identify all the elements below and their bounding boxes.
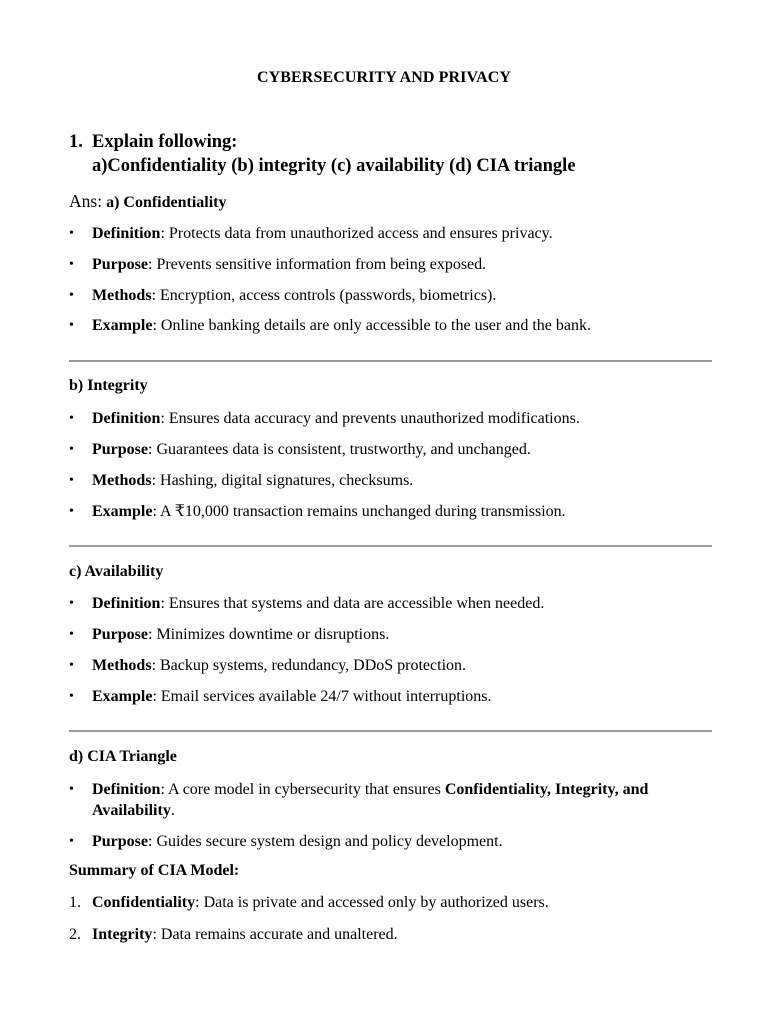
bullet-text: : A ₹10,000 transaction remains unchanged during transmission. (152, 503, 566, 520)
bullet-text: : Online banking details are only accessible to the user and the bank. (152, 317, 591, 334)
question-number: 1. (69, 132, 83, 152)
bullet-text: : Guides secure system design and policy development. (148, 833, 503, 850)
summary-item-text: : Data is private and accessed only by authorized users. (195, 894, 549, 911)
bullet-icon: • (69, 442, 74, 457)
bullet-term: Methods (92, 287, 152, 304)
bullet-term: Purpose (92, 833, 148, 850)
bullet-icon: • (69, 473, 74, 488)
bullet-text: : Email services available 24/7 without interruptions. (152, 688, 492, 705)
bullet-icon: • (69, 596, 74, 611)
bullet-text: : Hashing, digital signatures, checksums. (151, 472, 414, 489)
section-heading-confidentiality: a) Confidentiality (106, 194, 227, 211)
bullet-icon: • (69, 318, 74, 333)
bullet-icon: • (69, 782, 74, 797)
bullet-term: Purpose (92, 441, 148, 458)
bullet-text: : Prevents sensitive information from being exposed. (148, 256, 487, 273)
bullet-icon: • (69, 834, 74, 849)
bullet-text: : Ensures data accuracy and prevents unauthorized modifications. (160, 410, 580, 427)
bullet-term: Methods (92, 657, 152, 674)
bullet-text: : Protects data from unauthorized access and ensures privacy. (160, 225, 553, 242)
summary-heading: Summary of CIA Model: (69, 862, 240, 879)
answer-label: Ans: (69, 191, 103, 211)
bullet-text: : Backup systems, redundancy, DDoS protection. (151, 657, 467, 674)
summary-item-text: : Data remains accurate and unaltered. (152, 926, 398, 943)
section-heading-cia-triangle: d) CIA Triangle (69, 748, 177, 765)
bullet-term: Methods (92, 472, 152, 489)
question-parts: a)Confidentiality (b) integrity (c) availability (d) CIA triangle (92, 156, 576, 176)
bullet-icon: • (69, 689, 74, 704)
section-divider (69, 730, 712, 732)
document-title: CYBERSECURITY AND PRIVACY (256, 69, 512, 86)
section-divider (69, 545, 712, 547)
bullet-term: Purpose (92, 626, 148, 643)
question-prompt: Explain following: (92, 132, 238, 152)
summary-item-number: 2. (69, 926, 81, 943)
bullet-emphasis: Confidentiality, Integrity, and Availability (92, 781, 649, 819)
summary-item-term: Integrity (92, 926, 153, 943)
bullet-term: Example (92, 317, 153, 334)
bullet-term: Definition (92, 225, 161, 242)
answer-heading (69, 191, 227, 212)
bullet-term: Purpose (92, 256, 148, 273)
bullet-icon: • (69, 288, 74, 303)
bullet-text: : Guarantees data is consistent, trustworthy, and unchanged. (148, 441, 531, 458)
bullet-text: : Encryption, access controls (passwords, biometrics). (151, 287, 497, 304)
bullet-term: Example (92, 688, 153, 705)
bullet-term: Definition (92, 781, 161, 798)
bullet-text: : A core model in cybersecurity that ensures (160, 781, 445, 798)
bullet-term: Definition (92, 595, 161, 612)
section-heading-integrity: b) Integrity (69, 377, 148, 394)
bullet-icon: • (69, 627, 74, 642)
bullet-icon: • (69, 226, 74, 241)
section-divider (69, 360, 712, 362)
bullet-text: : Ensures that systems and data are accessible when needed. (160, 595, 545, 612)
bullet-icon: • (69, 257, 74, 272)
section-heading-availability: c) Availability (69, 563, 164, 580)
bullet-text: : Minimizes downtime or disruptions. (148, 626, 390, 643)
summary-item-number: 1. (69, 894, 81, 911)
summary-item-term: Confidentiality (92, 894, 196, 911)
bullet-icon: • (69, 504, 74, 519)
bullet-term: Definition (92, 410, 161, 427)
bullet-icon: • (69, 411, 74, 426)
bullet-term: Example (92, 503, 153, 520)
bullet-text-end: . (170, 802, 175, 819)
bullet-icon: • (69, 658, 74, 673)
